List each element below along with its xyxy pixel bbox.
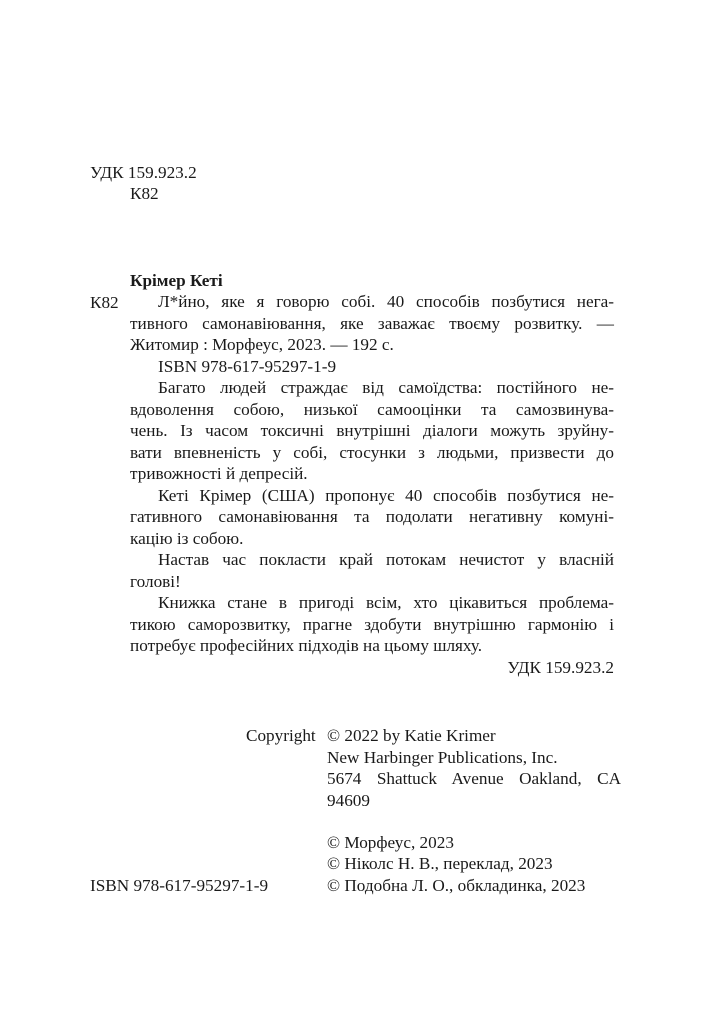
isbn-bottom: ISBN 978-617-95297-1-9 — [90, 876, 269, 895]
rights-line: © Подобна Л. О., обкладинка, 2023 — [327, 876, 586, 895]
publisher-address: 5674 Shattuck Avenue Oakland, CA — [327, 769, 621, 788]
rights-line: © Морфеус, 2023 — [327, 833, 454, 852]
annotation-line: потребує професійних підходів на цьому шляху. — [130, 636, 483, 655]
copyright-label: Copyright — [246, 726, 316, 745]
annotation-line: Кеті Крімер (США) пропонує 40 способів позбутися не- — [158, 486, 614, 505]
author-index: К82 — [130, 184, 159, 203]
catalog-mark: К82 — [90, 293, 119, 312]
annotation-line: кацію із собою. — [130, 529, 244, 548]
annotation-line: вати впевненість у собі, стосунки з людьми, призвести до — [130, 443, 614, 462]
catalog-line: Л*йно, яке я говорю собі. 40 способів позбутися нега- — [158, 292, 614, 311]
annotation-line: Книжка стане в пригоді всім, хто цікавиться проблема- — [158, 593, 614, 612]
author-name: Крімер Кеті — [130, 271, 223, 290]
annotation-line: тикою саморозвитку, прагне здобути внутрішню гармонію і — [130, 615, 614, 634]
isbn-line: ISBN 978-617-95297-1-9 — [158, 357, 337, 376]
annotation-line: чень. Із часом токсичні внутрішні діалоги можуть зруйну- — [130, 421, 614, 440]
rights-line: © Ніколс Н. В., переклад, 2023 — [327, 854, 553, 873]
annotation-line: тривожності й депресій. — [130, 464, 308, 483]
annotation-line: вдоволення собою, низької самооцінки та самозвинува- — [130, 400, 614, 419]
catalog-line: Житомир : Морфеус, 2023. — 192 с. — [130, 335, 394, 354]
annotation-line: Настав час покласти край потокам нечистот у власній — [158, 550, 614, 569]
udk-bottom: УДК 159.923.2 — [507, 658, 614, 677]
annotation-line: Багато людей страждає від самоїдства: постійного не- — [158, 378, 614, 397]
publisher-zip: 94609 — [327, 791, 370, 810]
annotation-line: гативного самонавіювання та подолати негативну комуні- — [130, 507, 614, 526]
copyright-line: © 2022 by Katie Krimer — [327, 726, 496, 745]
publisher-name: New Harbinger Publications, Inc. — [327, 748, 558, 767]
catalog-line: тивного самонавіювання, яке заважає твоєму розвитку. — — [130, 314, 614, 333]
annotation-line: голові! — [130, 572, 181, 591]
udk-code: УДК 159.923.2 — [90, 163, 197, 182]
